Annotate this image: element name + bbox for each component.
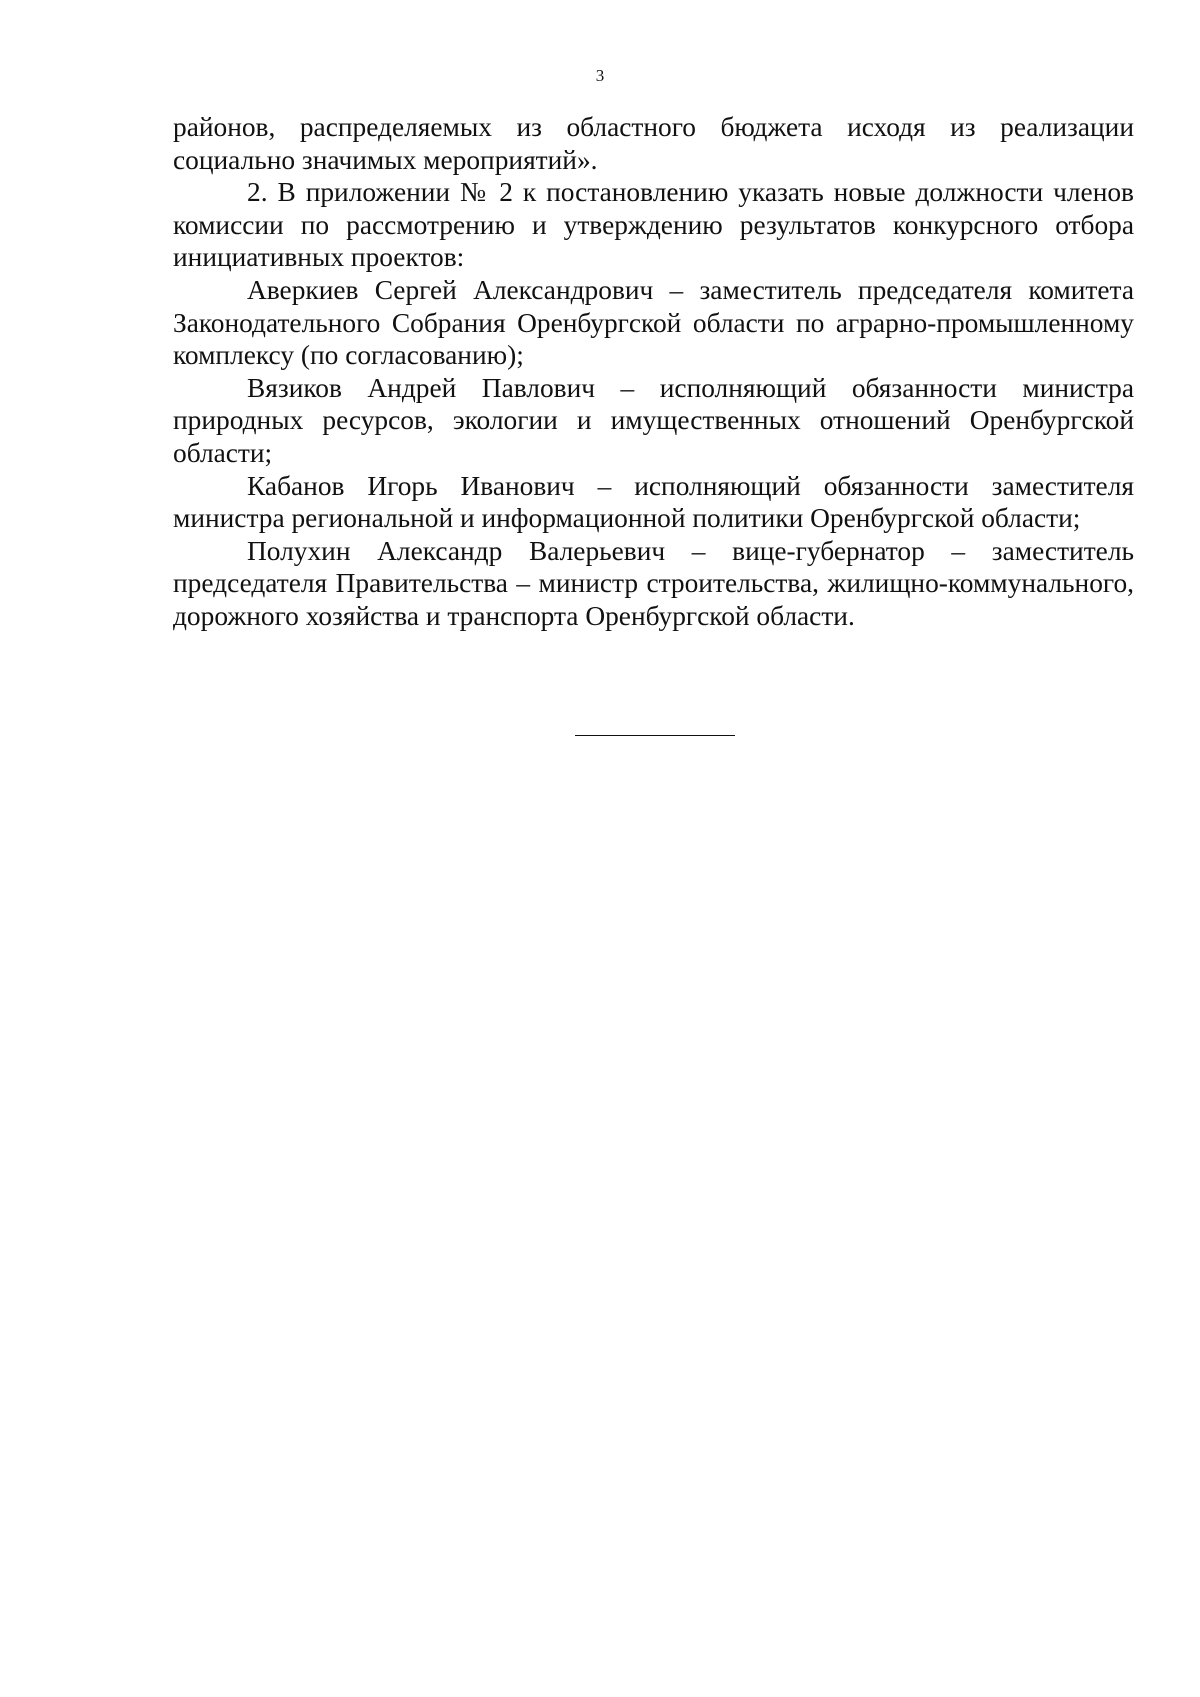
page-number: 3 (595, 66, 605, 85)
paragraph-member-averkiev: Аверкиев Сергей Александрович – заместитель председателя комитета Законодательного Собрания Оренбургской области по аграрно-промышленному комплексу (по согласованию); (173, 274, 1134, 371)
paragraph-member-kabanov: Кабанов Игорь Иванович – исполняющий обязанности заместителя министра региональной и информационной политики Оренбургской области; (173, 470, 1134, 534)
paragraph-member-polukhin: Полухин Александр Валерьевич – вице-губернатор – заместитель председателя Правительства – министр строительства, жилищно-коммунального, дорожного хозяйства и транспорта Оренбургской области. (173, 535, 1134, 631)
paragraph-item-2: 2. В приложении № 2 к постановлению указать новые должности членов комиссии по рассмотрению и утверждению результатов конкурсного отбора инициативных проектов: (173, 177, 1134, 273)
document-body (173, 111, 1134, 633)
paragraph-continuation: районов, распределяемых из областного бюджета исходя из реализации социально значимых мероприятий». (173, 112, 1134, 175)
end-of-document-rule (575, 735, 735, 736)
paragraph-member-vyazikov: Вязиков Андрей Павлович – исполняющий обязанности министра природных ресурсов, экологии и имущественных отношений Оренбургской области; (173, 372, 1134, 468)
